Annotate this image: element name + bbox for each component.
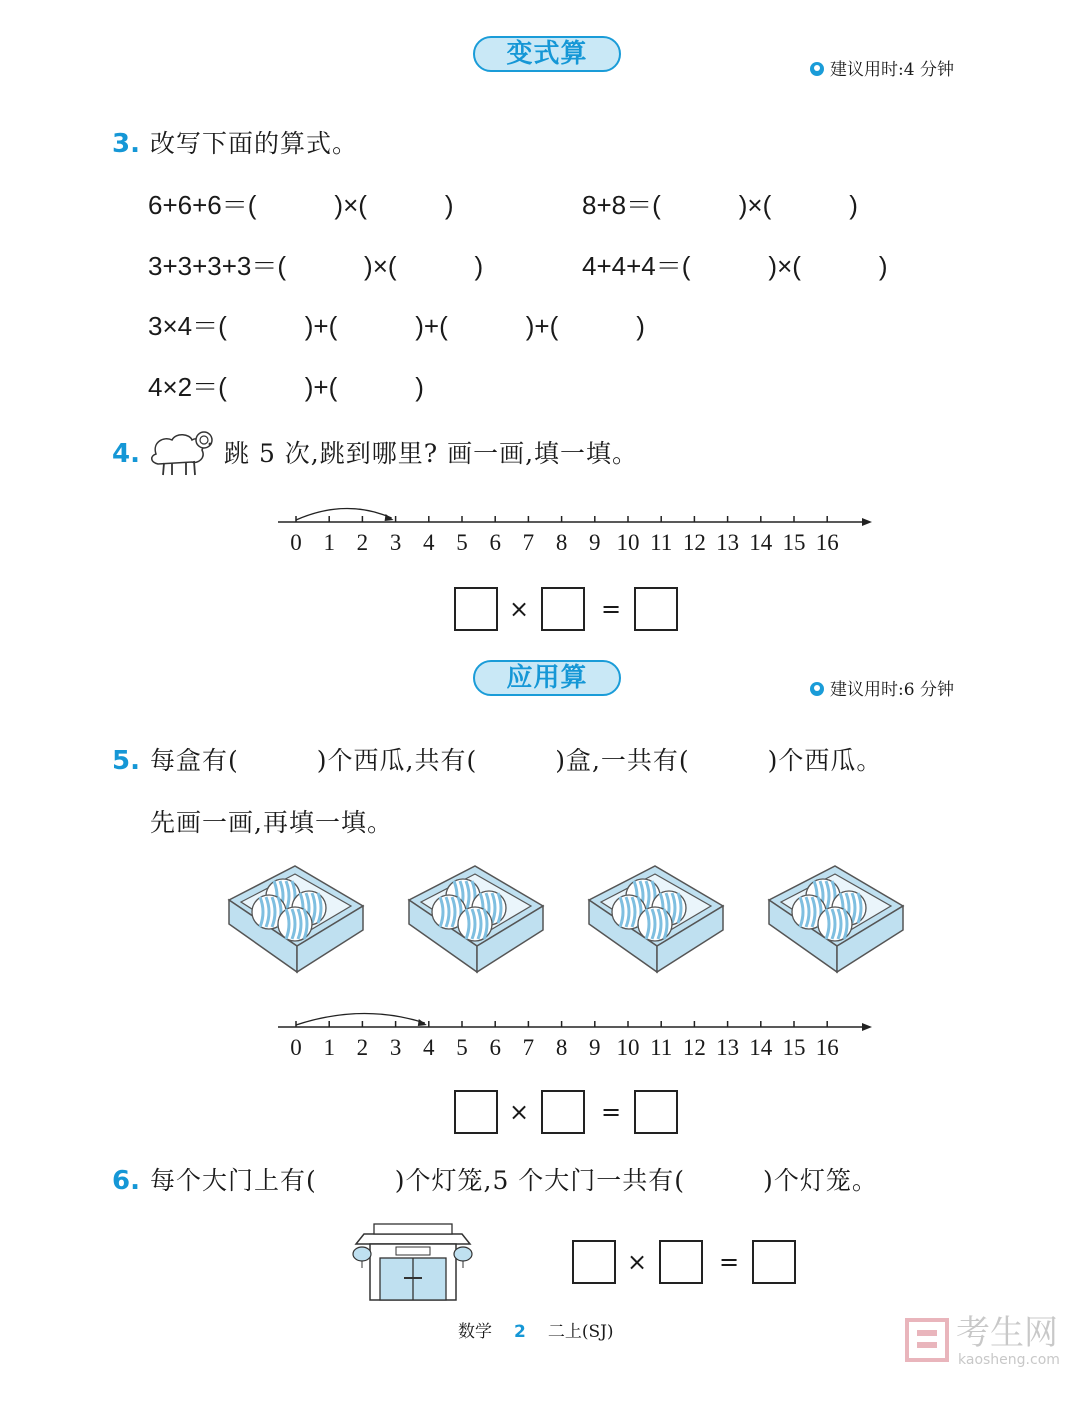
nl2-tick-label: 4 <box>423 1035 435 1060</box>
nl2-tick-label: 13 <box>716 1035 740 1060</box>
nl1-tick-label: 1 <box>323 530 335 555</box>
answer-box-factor-2[interactable] <box>541 587 585 631</box>
nl2-tick-label: 8 <box>555 1035 568 1060</box>
question-6-text: 每个大门上有( )个灯笼,5 个大门一共有( )个灯笼。 <box>150 1166 878 1195</box>
nl1-tick-label: 7 <box>522 530 535 555</box>
time-hint-text: 建议用时:4 分钟 <box>830 60 954 80</box>
nl1-tick-label: 0 <box>290 530 302 555</box>
question-5-instruction: 先画一画,再填一填。 <box>150 808 393 837</box>
page-footer <box>458 1322 614 1342</box>
watermelon-icon <box>278 907 312 941</box>
times-sign: × <box>627 1248 648 1276</box>
nl1-jump-arrow-icon <box>385 514 394 521</box>
nl1-tick-label: 9 <box>589 530 601 555</box>
q3-row4: 4×2＝( )+( ) <box>148 372 424 402</box>
times-sign: × <box>509 595 530 623</box>
nl1-tick-label: 8 <box>555 530 568 555</box>
nl1-tick-label: 10 <box>616 530 640 555</box>
question-5-text: 每盒有( )个西瓜,共有( )盒,一共有( )个西瓜。 <box>150 746 883 775</box>
nl1-tick-label: 14 <box>749 530 773 555</box>
watermelon-icon <box>638 907 672 941</box>
question-3-text: 改写下面的算式。 <box>150 129 359 158</box>
nl2-tick-label: 10 <box>616 1035 640 1060</box>
nl2-tick-label: 11 <box>650 1035 673 1060</box>
question-4-text: 跳 5 次,跳到哪里? 画一画,填一填。 <box>224 439 639 468</box>
kaosheng-logo-icon <box>905 1318 951 1364</box>
q3-row2-right: 4+4+4＝( )×( ) <box>582 251 888 281</box>
watermelon-box <box>409 866 543 972</box>
answer-box-factor-1[interactable] <box>454 1090 498 1134</box>
watermark-en: kaosheng.com <box>958 1352 1060 1368</box>
equals-sign: = <box>601 1098 622 1126</box>
nl1-tick-label: 13 <box>716 530 740 555</box>
clock-icon <box>810 62 824 76</box>
times-sign: × <box>509 1098 530 1126</box>
footer-subject: 数学 <box>458 1322 492 1342</box>
watermelon-icon <box>818 907 852 941</box>
nl2-jump-arc <box>296 1013 425 1025</box>
nl2-tick-label: 14 <box>749 1035 773 1060</box>
time-hint-1 <box>810 60 954 80</box>
page-number: 2 <box>514 1322 526 1342</box>
time-hint-text: 建议用时:6 分钟 <box>830 680 954 700</box>
q3-row2-left: 3+3+3+3＝( )×( ) <box>148 251 484 281</box>
sheep-icon <box>146 428 216 478</box>
question-number-3: 3. <box>112 129 140 159</box>
section-title-variant: 变式算 <box>473 36 621 72</box>
equals-sign: = <box>601 595 622 623</box>
answer-box-product[interactable] <box>752 1240 796 1284</box>
nl2-tick-label: 3 <box>389 1035 402 1060</box>
nl1-tick-label: 15 <box>782 530 806 555</box>
answer-box-factor-2[interactable] <box>541 1090 585 1134</box>
nl2-tick-label: 1 <box>323 1035 335 1060</box>
answer-box-factor-1[interactable] <box>454 587 498 631</box>
nl2-arrow-icon <box>862 1023 872 1031</box>
nl2-tick-label: 2 <box>356 1035 369 1060</box>
nl2-tick-label: 6 <box>489 1035 501 1060</box>
section-title-application: 应用算 <box>473 660 621 696</box>
nl1-tick-label: 11 <box>650 530 673 555</box>
time-hint-2 <box>810 680 954 700</box>
nl1-arrow-icon <box>862 518 872 526</box>
equals-sign: = <box>719 1248 740 1276</box>
watermelon-boxes <box>225 860 915 985</box>
q3-row1-left: 6+6+6＝( )×( ) <box>148 190 454 220</box>
nl2-tick-label: 15 <box>782 1035 806 1060</box>
watermelon-box <box>769 866 903 972</box>
nl1-tick-label: 2 <box>356 530 369 555</box>
watermelon-icon <box>458 907 492 941</box>
nl2-tick-label: 12 <box>682 1035 706 1060</box>
watermark-cn: 考生网 <box>956 1313 1058 1353</box>
nl2-jump-arrow-icon <box>418 1019 427 1026</box>
nl2-tick-label: 9 <box>589 1035 601 1060</box>
watermelon-box <box>229 866 363 972</box>
clock-icon <box>810 682 824 696</box>
gate-with-lanterns-icon <box>350 1218 475 1304</box>
nl1-tick-label: 5 <box>456 530 468 555</box>
watermelon-box <box>589 866 723 972</box>
nl1-tick-label: 16 <box>815 530 839 555</box>
question-number-6: 6. <box>112 1166 140 1196</box>
nl2-tick-label: 5 <box>456 1035 468 1060</box>
answer-box-factor-2[interactable] <box>659 1240 703 1284</box>
nl2-tick-label: 0 <box>290 1035 302 1060</box>
answer-box-product[interactable] <box>634 1090 678 1134</box>
nl1-tick-label: 6 <box>489 530 501 555</box>
answer-box-product[interactable] <box>634 587 678 631</box>
answer-box-factor-1[interactable] <box>572 1240 616 1284</box>
footer-grade: 二上(SJ) <box>547 1322 614 1342</box>
q3-row3: 3×4＝( )+( )+( )+( ) <box>148 311 645 341</box>
nl2-tick-label: 7 <box>522 1035 535 1060</box>
number-line-2 <box>270 1005 880 1065</box>
nl1-tick-label: 12 <box>682 530 706 555</box>
nl1-jump-arc <box>296 508 392 520</box>
nl1-tick-label: 3 <box>389 530 402 555</box>
q3-row1-right: 8+8＝( )×( ) <box>582 190 858 220</box>
question-number-5: 5. <box>112 746 140 776</box>
nl2-tick-label: 16 <box>815 1035 839 1060</box>
number-line-1 <box>270 500 880 560</box>
question-number-4: 4. <box>112 439 140 469</box>
nl1-tick-label: 4 <box>423 530 435 555</box>
